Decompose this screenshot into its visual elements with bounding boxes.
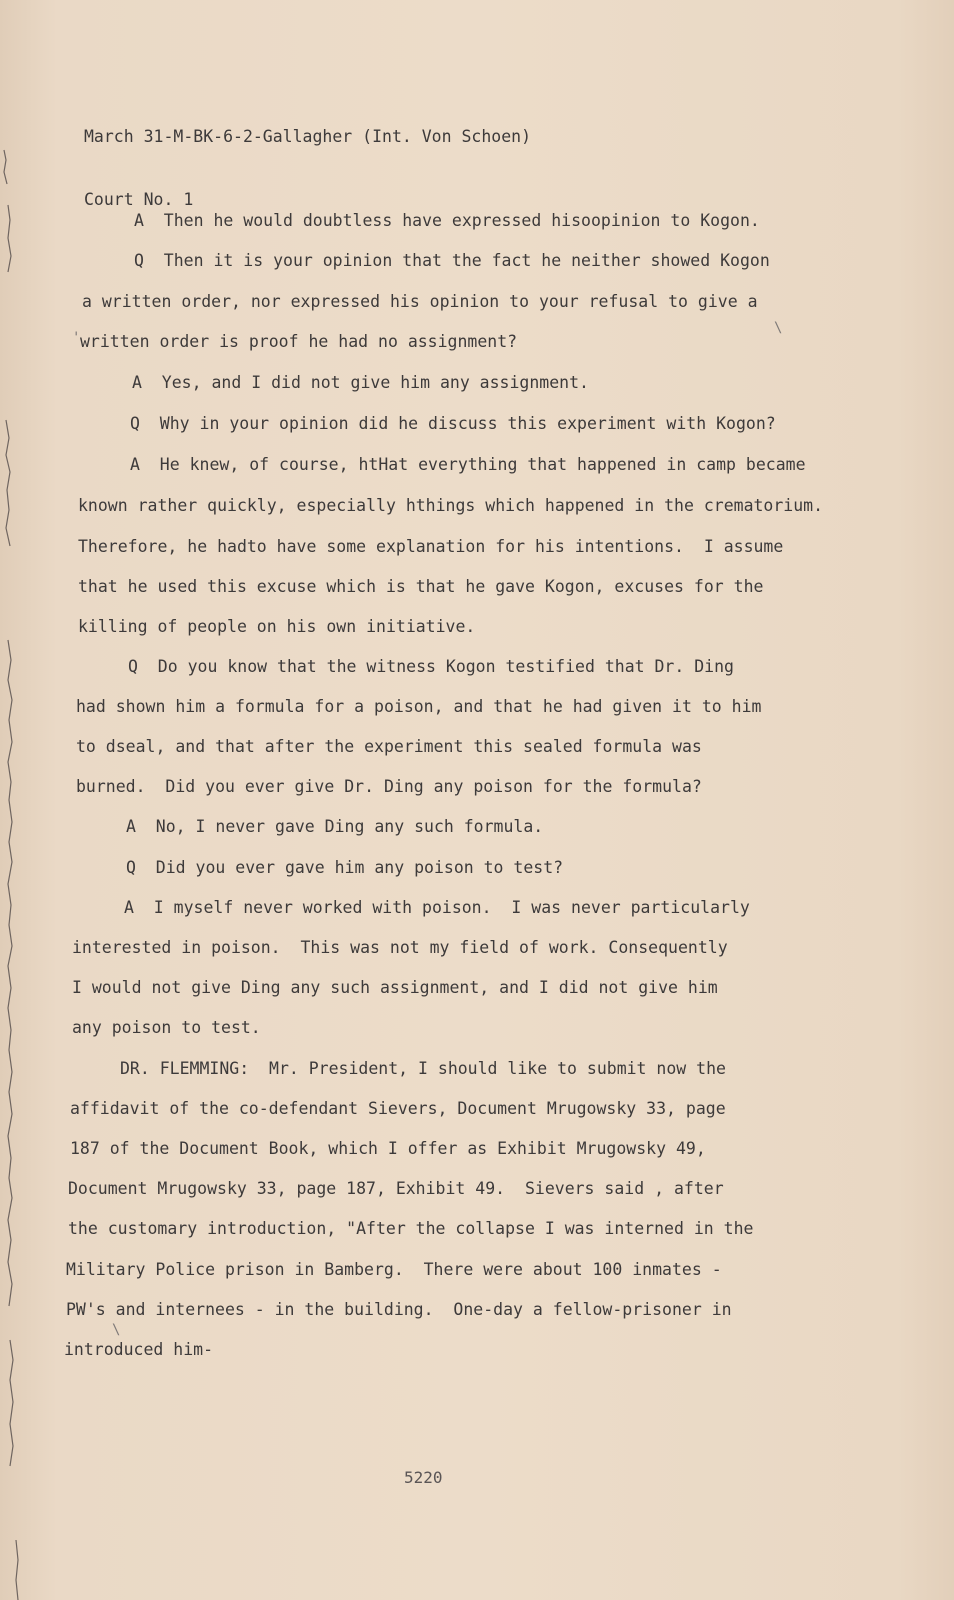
- transcript-line: that he used this excuse which is that he gave Kogon, excuses for the: [78, 577, 764, 596]
- transcript-line: Document Mrugowsky 33, page 187, Exhibit 49. Sievers said , after: [68, 1179, 724, 1198]
- transcript-line: had shown him a formula for a poison, and that he had given it to him: [76, 697, 762, 716]
- transcript-line: the customary introduction, "After the collapse I was interned in the: [68, 1219, 754, 1238]
- transcript-line: to dseal, and that after the experiment this sealed formula was: [76, 737, 702, 756]
- transcript-line: affidavit of the co-defendant Sievers, Document Mrugowsky 33, page: [70, 1099, 726, 1118]
- transcript-line: known rather quickly, especially hthings which happened in the crematorium.: [78, 496, 824, 515]
- transcript-line: A No, I never gave Ding any such formula.: [126, 817, 544, 836]
- transcript-line: I would not give Ding any such assignment, and I did not give him: [72, 978, 718, 997]
- header-session-line: March 31-M-BK-6-2-Gallagher (Int. Von Schoen): [84, 127, 532, 146]
- transcript-line: 187 of the Document Book, which I offer as Exhibit Mrugowsky 49,: [70, 1139, 706, 1158]
- transcript-line: A He knew, of course, htHat everything that happened in camp became: [130, 455, 806, 474]
- transcript-line: PW's and internees - in the building. One-day a fellow-prisoner in: [66, 1300, 732, 1319]
- transcript-line: burned. Did you ever give Dr. Ding any poison for the formula?: [76, 777, 702, 796]
- page-number: 5220: [404, 1468, 443, 1487]
- stray-pencil-mark: \: [112, 1322, 121, 1338]
- transcript-line: any poison to test.: [72, 1018, 261, 1037]
- transcript-line: interested in poison. This was not my field of work. Consequently: [72, 938, 728, 957]
- header-court-line: Court No. 1: [84, 190, 194, 209]
- stray-pencil-mark: \: [774, 320, 783, 336]
- transcript-line: Therefore, he hadto have some explanation for his intentions. I assume: [78, 537, 784, 556]
- transcript-line: Q Why in your opinion did he discuss this experiment with Kogon?: [130, 414, 776, 433]
- transcript-line: written order is proof he had no assignment?: [80, 332, 518, 351]
- transcript-line: a written order, nor expressed his opinion to your refusal to give a: [82, 292, 758, 311]
- transcript-line: DR. FLEMMING: Mr. President, I should like to submit now the: [120, 1059, 726, 1078]
- transcript-line: A I myself never worked with poison. I was never particularly: [124, 898, 750, 917]
- transcript-line: Q Do you know that the witness Kogon testified that Dr. Ding: [128, 657, 734, 676]
- stray-pencil-mark: ': [72, 330, 81, 346]
- transcript-line: introduced him-: [64, 1340, 214, 1359]
- transcript-line: Military Police prison in Bamberg. There were about 100 inmates -: [66, 1260, 722, 1279]
- transcript-line: A Yes, and I did not give him any assignment.: [132, 373, 589, 392]
- transcript-line: killing of people on his own initiative.: [78, 617, 476, 636]
- transcript-line: Q Did you ever gave him any poison to test?: [126, 858, 564, 877]
- transcript-line: A Then he would doubtless have expressed hisoopinion to Kogon.: [134, 211, 760, 230]
- transcript-line: Q Then it is your opinion that the fact he neither showed Kogon: [134, 251, 770, 270]
